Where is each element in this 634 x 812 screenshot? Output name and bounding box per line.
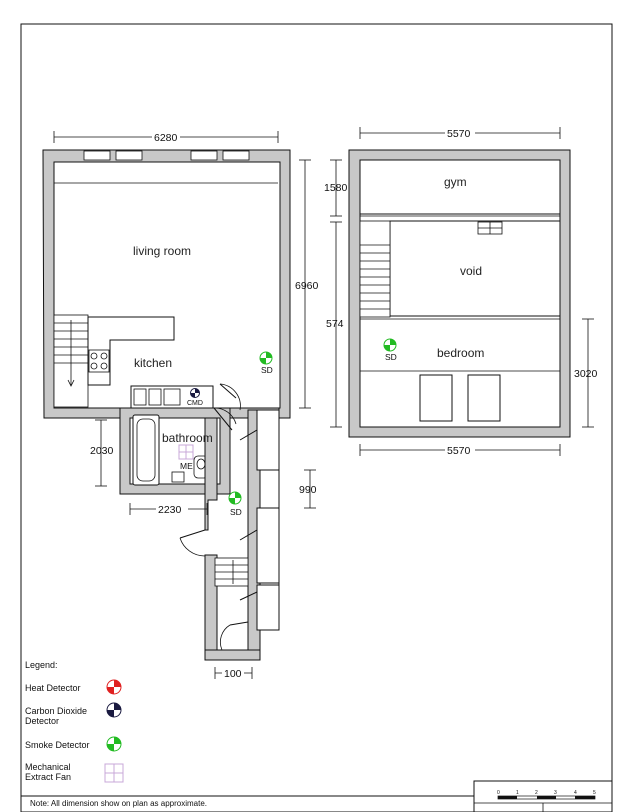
scale-tick-label: 2 [535,790,538,796]
scale-tick-label: 5 [593,790,596,796]
scale-tick-label: 4 [574,790,577,796]
smoke-detector-label: SD [385,352,397,362]
dim-entrance-width: 100 [224,668,242,680]
smoke-detector-icon [384,339,396,351]
dim-hall-step: 990 [299,484,317,496]
dim-upper-width-top: 5570 [447,128,471,140]
dim-gym-depth: 1580 [324,182,348,194]
legend-carbon-detector-text: Carbon Dioxide [25,706,88,716]
room-label-bathroom: bathroom [162,431,213,445]
room-label-bedroom: bedroom [437,346,485,360]
scale-bar [498,796,595,799]
dim-bathroom-width: 2230 [158,504,182,516]
room-label-void: void [460,264,483,278]
dim-upper-width-bottom: 5570 [447,445,471,457]
smoke-detector-icon [260,352,272,364]
smoke-detector-label: SD [261,365,273,375]
legend-label-line-2: Detector [25,716,60,726]
extract-fan-label: ME [180,461,193,471]
legend-smoke-detector-label: Smoke Detector [25,740,90,750]
legend-title: Legend: [25,660,58,670]
carbon-dioxide-detector-icon [191,389,200,398]
upper-floor-plan [349,150,570,437]
smoke-detector-icon [229,492,241,504]
room-label-living-room: living room [133,244,192,258]
dim-bathroom-height: 2030 [90,445,114,457]
approximate-dimensions-note: Note: All dimension show on plan as approximate. [30,799,207,808]
room-label-kitchen: kitchen [134,356,173,370]
heat-detector-icon [107,680,121,694]
carbon-detector-label: CMD [187,400,203,407]
scale-tick-label: 1 [516,790,519,796]
scale-tick-label: 3 [554,790,557,796]
dim-ground-width: 6280 [154,132,178,144]
extract-fan-icon [179,445,193,459]
legend-extract-fan-label [25,762,71,782]
dim-bedroom-depth: 3020 [574,368,598,380]
legend-heat-detector-label: Heat Detector [25,683,81,693]
legend-carbon-detector-label [25,706,90,726]
smoke-detector-label: SD [230,507,242,517]
carbon-dioxide-detector-icon [107,703,121,717]
dim-void-depth: 574 [326,318,344,330]
legend-label-line-1: Mechanical [25,762,71,772]
smoke-detector-icon [107,737,121,751]
ground-floor-plan [43,150,290,660]
legend-label-line-2: Extract Fan [25,772,72,782]
scale-tick-label: 0 [497,790,500,796]
extract-fan-icon [105,764,123,782]
dim-ground-height: 6960 [295,280,319,292]
room-label-gym: gym [444,175,467,189]
